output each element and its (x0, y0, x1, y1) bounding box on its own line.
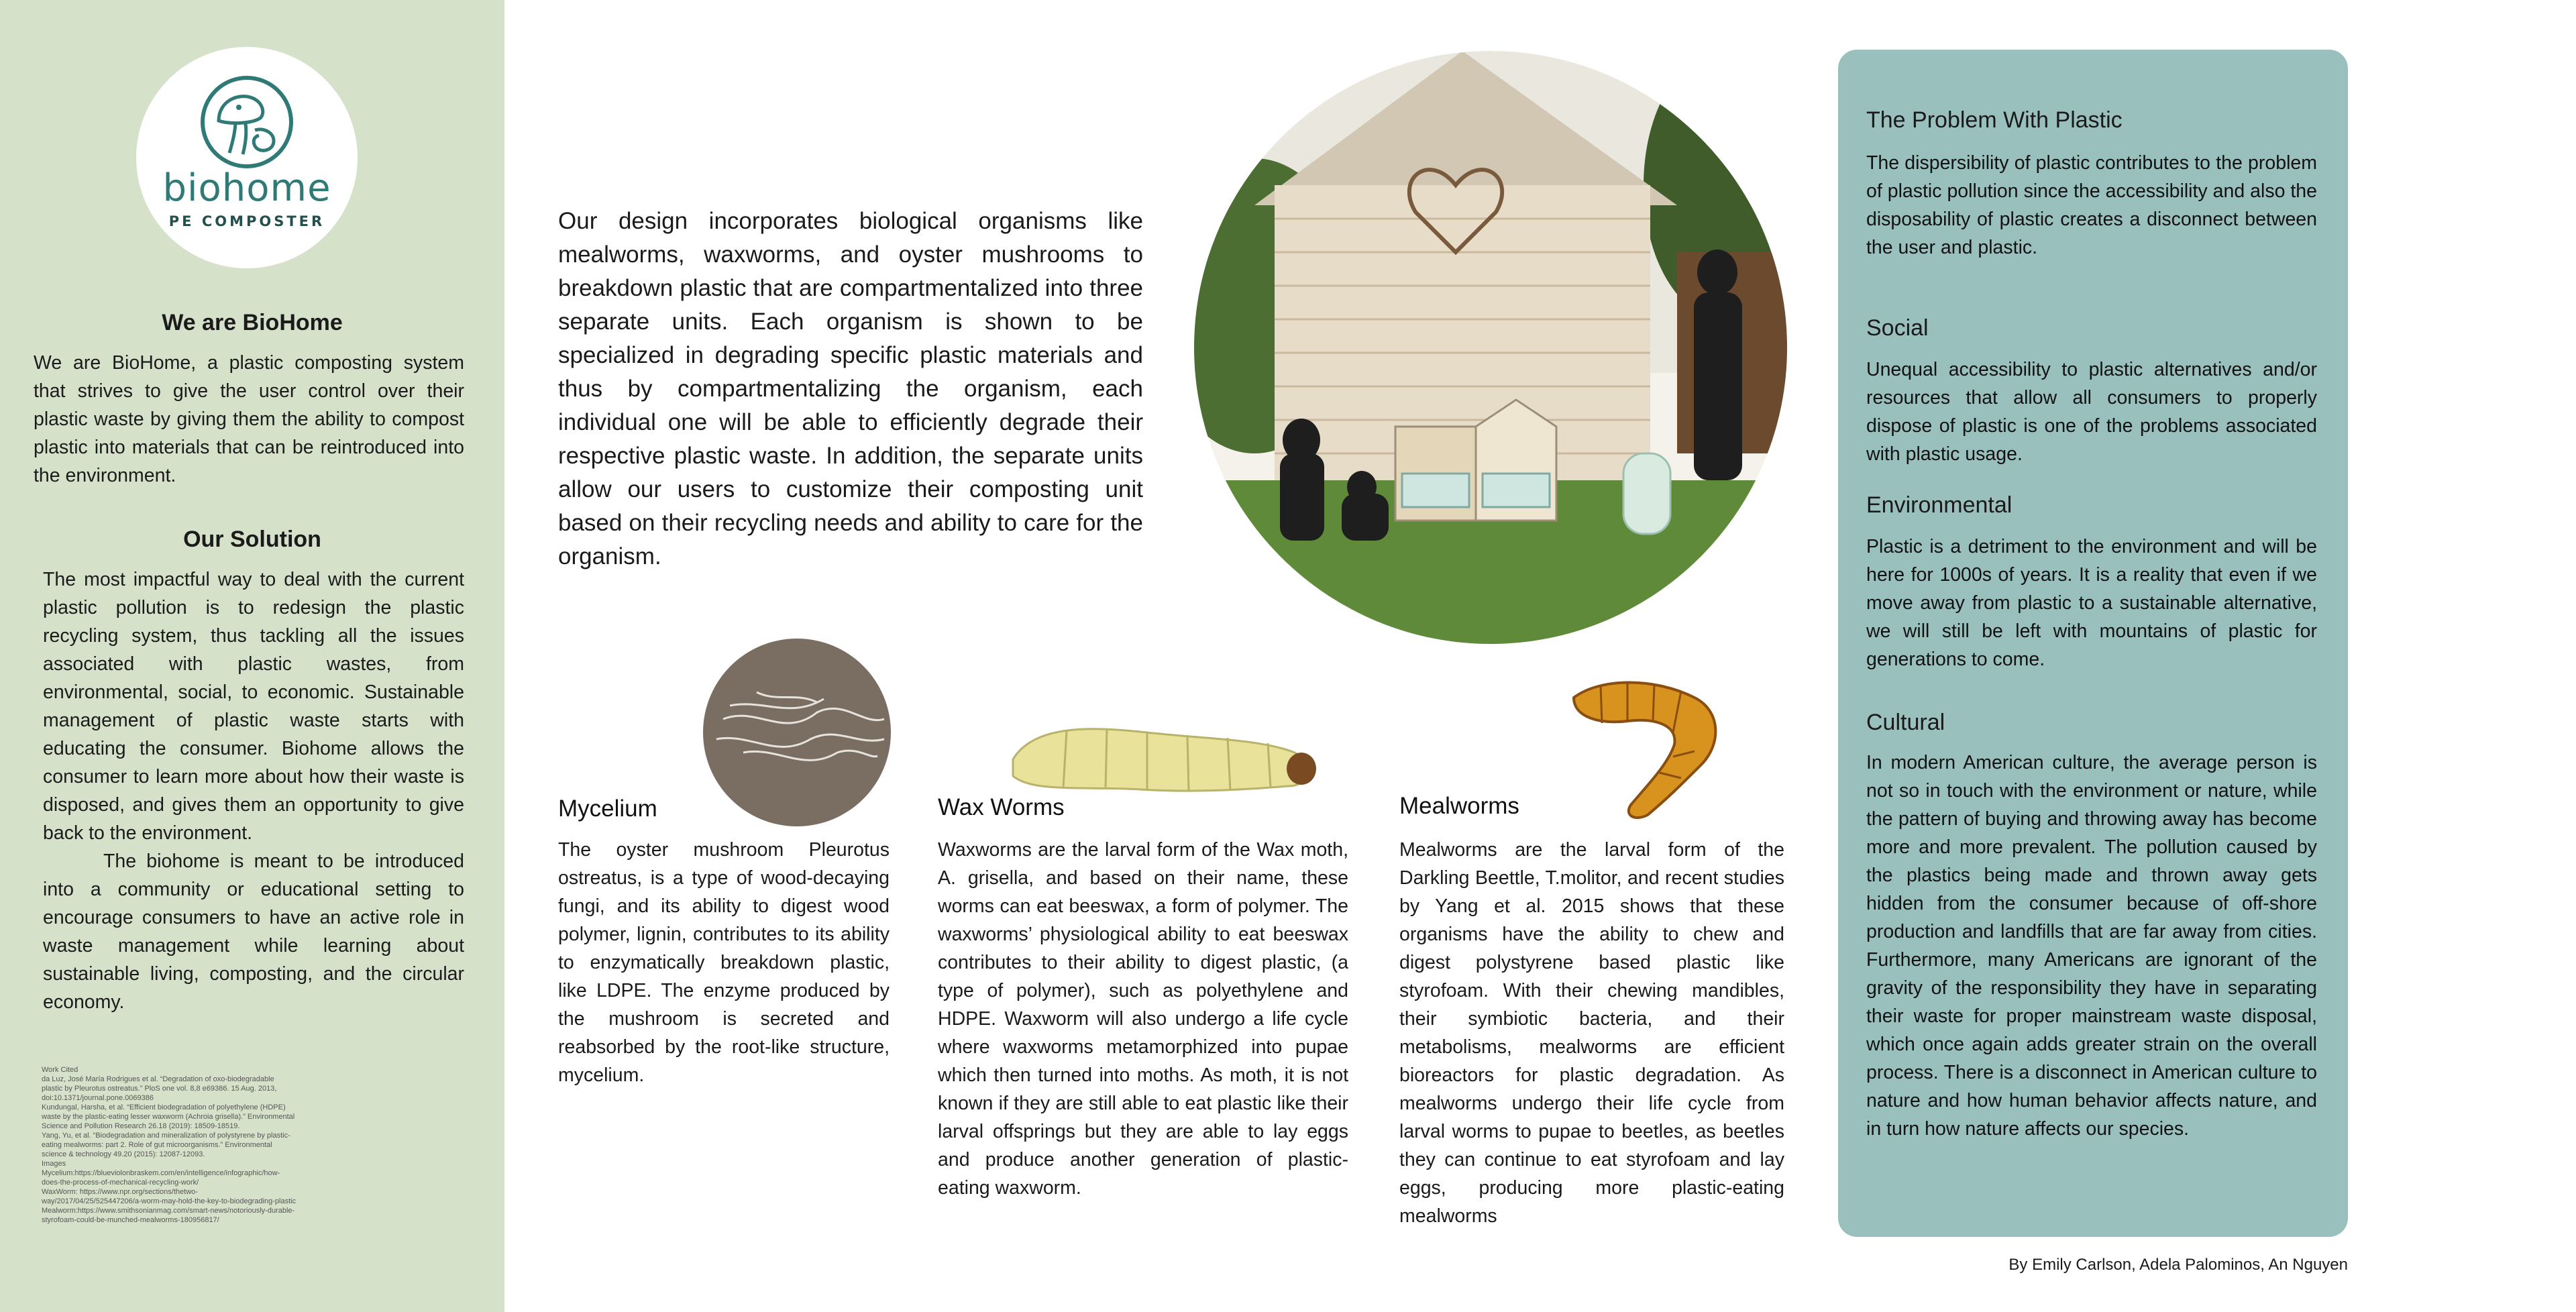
solution-paragraphs (43, 565, 464, 1016)
citation-line: Kundungal, Harsha, et al. “Efficient biodegradation of polyethylene (HDPE) waste by the plastic-eating lesser waxworm (Achroia grisella).” Environmental Science and Pollution Research 26.18 (2019): 18509-18519. (42, 1103, 295, 1130)
author-credits: By Emily Carlson, Adela Palominos, An Nguyen (2008, 1256, 2348, 1274)
solution-text-1: The most impactful way to deal with the current plastic pollution is to redesign the plastic recycling system, thus tackling all the issues associated with plastic wastes, from environmental, social, to economic. Sustainable management of plastic waste starts with educating the consumer. Biohome allows the consumer to learn more about how their waste is disposed, and gives them an opportunity to give back to the environment. (43, 569, 464, 844)
citation-line: da Luz, José María Rodrigues et al. “Degradation of oxo-biodegradable plastic by Pleurotus ostreatus.” PloS one vol. 8,8 e69386. 15 Aug. 2013, doi:10.1371/journal.pone.0069386 (42, 1075, 277, 1102)
environmental-text: Plastic is a detriment to the environment and will be here for 1000s of years. It is a reality that even if we move away from plastic to a sustainable alternative, we will still be left with mountains of plastic for generations to come. (1866, 536, 2317, 670)
logo (136, 47, 358, 268)
citation-line: Mealworm:https://www.smithsonianmag.com/smart-news/notoriously-durable-styrofoam-could-be-munched-mealworms-180956817/ (42, 1207, 295, 1224)
mushroom-logo-icon (199, 74, 295, 170)
social-text: Unequal accessibility to plastic alternatives and/or resources that allow all consumers to properly dispose of plastic is one of the problems associated with plastic usage. (1866, 359, 2317, 465)
citation-line: Work Cited (42, 1066, 78, 1074)
about-paragraph (34, 349, 464, 490)
backyard-scene-illustration (1194, 51, 1787, 644)
mycelium-photo (703, 639, 891, 826)
about-text: We are BioHome, a plastic composting system that strives to give the user control over their plastic waste by giving them the ability to compost plastic into materials that can be reintroduced into the environment. (34, 352, 464, 486)
mealworms-title: Mealworms (1399, 793, 1519, 819)
problem-panel (1838, 50, 2348, 1237)
citation-line: Yang, Yu, et al. “Biodegradation and mineralization of polystyrene by plastic-eating mealworms: part 2. Role of gut microorganisms.” Environmental science & technology 49.20 (2015): 12087-12093. (42, 1132, 290, 1158)
logo-subtitle: PE COMPOSTER (168, 213, 325, 229)
logo-wordmark: biohome (162, 166, 331, 210)
mealworm-photo (1560, 671, 1728, 825)
citation-line: WaxWorm: https://www.npr.org/sections/thetwo-way/2017/04/25/525447206/a-worm-may-hold-the-key-to-biodegrading-plastic (42, 1188, 297, 1205)
problem-text: The dispersibility of plastic contributes to the problem of plastic pollution since the accessibility and also the disposability of plastic creates a disconnect between the user and plastic. (1866, 152, 2317, 258)
citation-line: Mycelium:https://blueviolonbraskem.com/en/intelligence/infographic/how-does-the-process-of-mechanical-recycling-work/ (42, 1169, 280, 1187)
social-heading: Social (1866, 315, 1929, 341)
cultural-text: In modern American culture, the average person is not so in touch with the environment or nature, while the pattern of buying and throwing away has become more and more prevalent. The pollution caused by the plastics being made and thrown away gets hidden from the consumer because of off-shore production and landfills that are far away from cities. Furthermore, many Americans are ignorant of the gravity of the responsibility they have in separating their waste for proper mainstream waste disposal, which once again adds greater strain on the overall process. There is a disconnect in American culture to nature and how human behavior affects nature, and in turn how nature affects our species. (1866, 752, 2317, 1140)
waxworms-title: Wax Worms (938, 794, 1065, 820)
mealworms-text: Mealworms are the larval form of the Darkling Beettle, T.molitor, and recent studies by Yang et al. 2015 shows that these organisms have the ability to chew and digest polystyrene based plastic like styrofoam. With their chewing mandibles, their symbiotic bacteria, and their metabolisms, mealworms are efficient bioreactors for plastic degradation. As mealworms undergo their life cycle from larval worms to pupae to beetles, as beetles they can continue to eat styrofoam and lay eggs, producing more plastic-eating mealworms (1399, 839, 1784, 1227)
mycelium-text: The oyster mushroom Pleurotus ostreatus, is a type of wood-decaying fungi, and its ability to digest wood polymer, lignin, contributes to its ability to enzymatically breakdown plastic, like LDPE. The enzyme produced by the mushroom is secreted and reabsorbed by the root-like structure, mycelium. (558, 839, 890, 1086)
citation-line: Images (42, 1160, 66, 1168)
design-intro: Our design incorporates biological organisms like mealworms, waxworms, and oyster mushrooms to breakdown plastic that are compartmentalized into three separate units. Each organism is shown to be specialized in degrading specific plastic materials and thus by compartmentalizing the organism, each individual one will be able to efficiently degrade their respective plastic waste. In addition, the separate units allow our users to customize their composting unit based on their recycling needs and ability to care for the organism. (558, 208, 1143, 569)
problem-heading: The Problem With Plastic (1866, 107, 2123, 133)
works-cited (42, 1065, 297, 1225)
environmental-heading: Environmental (1866, 492, 2012, 518)
solution-text-2: The biohome is meant to be introduced into a community or educational setting to encourage consumers to have an active role in waste management while learning about sustainable living, composting, and the circular economy. (43, 851, 464, 1013)
waxworms-text: Waxworms are the larval form of the Wax moth, A. grisella, and based on their name, these worms can eat beeswax, a form of polymer. The waxworms’ physiological ability to eat beeswax contributes to their ability to digest plastic, (a type of polymer), such as polyethylene and HDPE. Waxworm will also undergo a life cycle where waxworms metamorphized into pupae which then turned into moths. As moth, it is not known if they are still able to eat plastic like their larval offsprings but they are able to lay eggs and produce another generation of plastic-eating waxworm. (938, 839, 1348, 1199)
cultural-heading: Cultural (1866, 710, 1945, 735)
solution-heading: Our Solution (183, 527, 321, 552)
about-heading: We are BioHome (162, 310, 343, 335)
mycelium-title: Mycelium (558, 796, 657, 822)
left-sidebar (0, 0, 504, 1312)
